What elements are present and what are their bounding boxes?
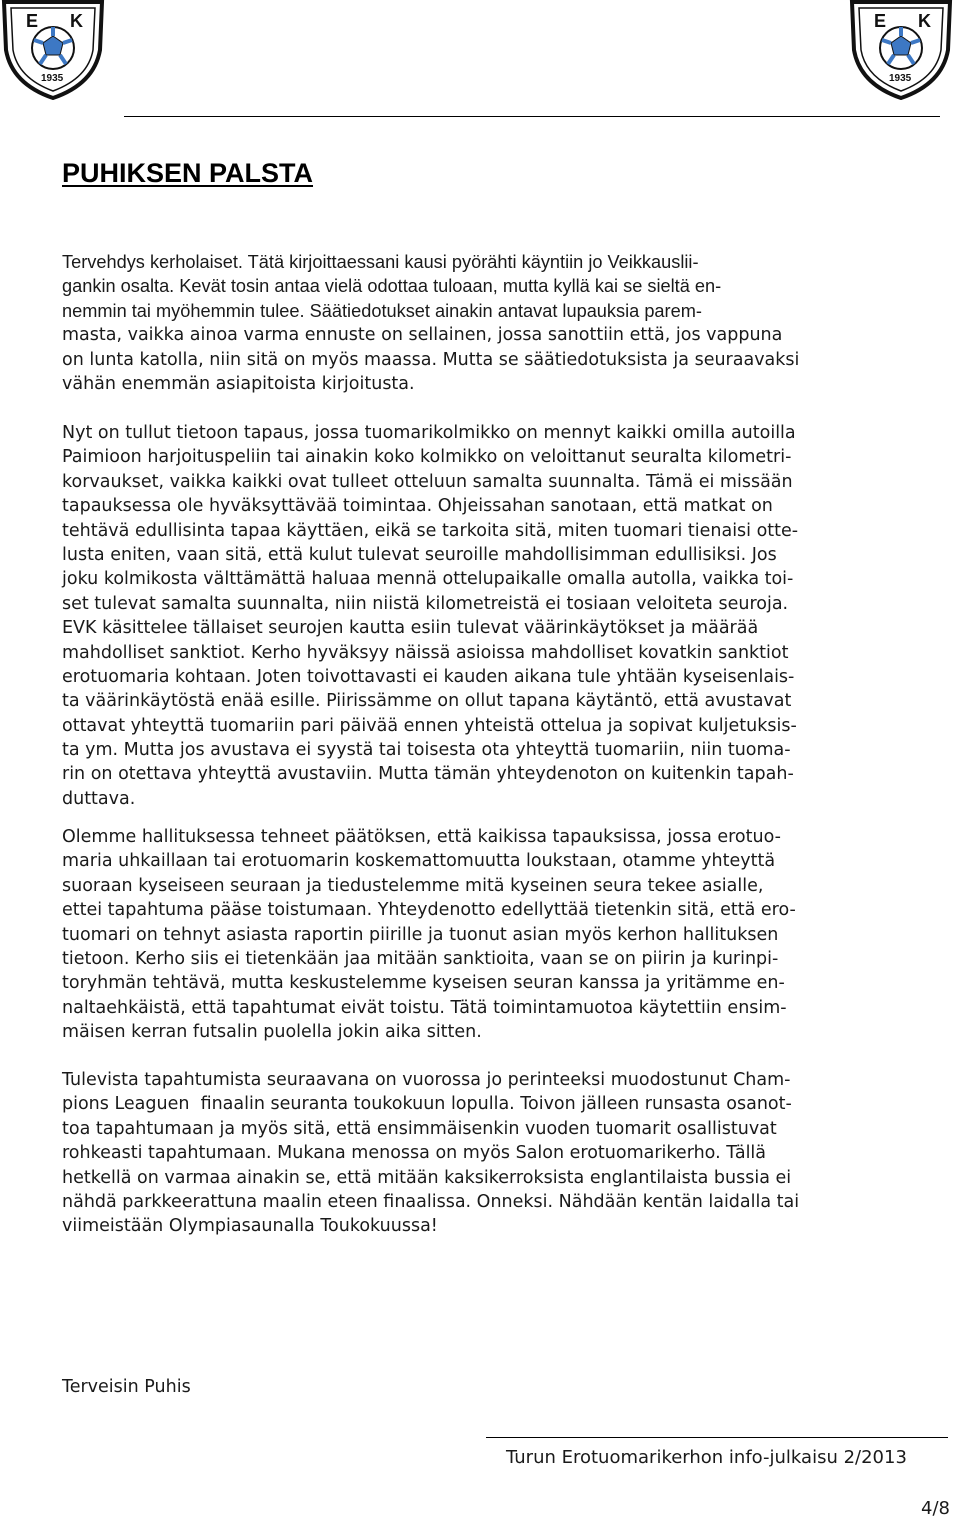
text-line: lusta eniten, vaan sitä, että kulut tulevat seuroille mahdollisimman edullisiksi. Jos bbox=[62, 544, 777, 565]
text-line: on lunta katolla, niin sitä on myös maassa. Mutta se säätiedotuksista ja seuraavaksi bbox=[62, 349, 800, 370]
text-line: toa tapahtumaan ja myös sitä, että ensimmäisenkin vuoden tuomarit osallistuvat bbox=[62, 1118, 777, 1139]
text-line: EVK käsittelee tällaiset seurojen kautta esiin tulevat väärinkäytökset ja määrää bbox=[62, 618, 759, 639]
footer-divider bbox=[486, 1437, 948, 1438]
text-line: rohkeasti tapahtumaan. Mukana menossa on myös Salon erotuomarikerho. Tällä bbox=[62, 1143, 767, 1164]
text-line: gankin osalta. Kevät tosin antaa vielä odottaa tuloaan, mutta kyllä kai se sieltä en- bbox=[62, 276, 722, 297]
text-line: joku kolmikosta välttämättä haluaa mennä ottelupaikalle omalla autolla, vaikka toi- bbox=[62, 569, 794, 590]
logo-letter-right: K bbox=[918, 11, 931, 31]
text-line: nemmin tai myöhemmin tulee. Säätiedotukset ainakin antavat lupauksia parem- bbox=[62, 300, 702, 321]
text-line: nähdä parkkeerattuna maalin eteen finaalissa. Onneksi. Nähdään kentän laidalla tai bbox=[62, 1191, 800, 1212]
text-line: ettei tapahtuma pääse toistumaan. Yhteydenotto edellyttää tietenkin sitä, että ero- bbox=[62, 900, 796, 921]
logo-letter-right: K bbox=[70, 11, 83, 31]
text-line: Nyt on tullut tietoon tapaus, jossa tuomarikolmikko on mennyt kaikki omilla autoilla bbox=[62, 423, 796, 443]
text-line: Tervehdys kerholaiset. Tätä kirjoittaessani kausi pyörähti käyntiin jo Veikkauslii- bbox=[62, 252, 699, 272]
text-line: tuomari on tehnyt asiasta raportin piirille ja tuonut asian myös kerhon hallituksen bbox=[62, 924, 779, 945]
text-line: pions Leaguen finaalin seuranta toukokuun lopulla. Toivon jälleen runsasta osanot- bbox=[62, 1094, 792, 1115]
text-line: mäisen kerran futsalin puolella jokin aika sitten. bbox=[62, 1022, 482, 1043]
text-line: mahdolliset sanktiot. Kerho hyväksyy näissä asioissa mahdolliset kovatkin sanktiot bbox=[62, 642, 789, 663]
paragraph-upcoming-events bbox=[62, 1068, 900, 1239]
club-logo-right bbox=[848, 0, 954, 100]
text-line: tietoon. Kerho siis ei tietenkään jaa mitään sanktioita, vaan se on piirin ja kurinpi- bbox=[62, 948, 779, 969]
text-line: hetkellä on varmaa ainakin se, että mitään kaksikerroksista englantilaista bussia ei bbox=[62, 1167, 792, 1188]
text-line: maria uhkaillaan tai erotuomarin koskemattomuutta loukstaan, otamme yhteyttä bbox=[62, 851, 776, 872]
logo-year-left: 1935 bbox=[41, 73, 64, 84]
text-line: korvaukset, vaikka kaikki ovat tulleet otteluun samalta suunnalta. Tämä ei missään bbox=[62, 471, 793, 492]
text-line: tapauksessa ole hyväksyttävää toimintaa. Ohjeissahan sanotaan, että matkat on bbox=[62, 496, 773, 517]
text-line: tehtävä edullisinta tapaa käyttäen, eikä se tarkoita sitä, miten tuomari tienaisi otte- bbox=[62, 520, 799, 541]
text-line: vähän enemmän asiapitoista kirjoitusta. bbox=[62, 373, 415, 394]
logo-letter-left: E bbox=[26, 11, 39, 31]
header-divider bbox=[124, 116, 940, 117]
text-line: Olemme hallituksessa tehneet päätöksen, että kaikissa tapauksissa, jossa erotuo- bbox=[62, 827, 781, 847]
text-line: ta väärinkäytöstä enää esille. Piirissämme on ollut tapana käytäntö, että avustavat bbox=[62, 691, 792, 712]
logo-letter-left: E bbox=[874, 11, 887, 31]
text-line: Tulevista tapahtumista seuraavana on vuorossa jo perinteeksi muodostunut Cham- bbox=[62, 1070, 791, 1090]
text-line: ta ym. Mutta jos avustava ei syystä tai toisesta ota yhteyttä tuomariin, niin tuoma- bbox=[62, 740, 791, 761]
text-line: Paimioon harjoituspeliin tai ainakin koko kolmikko on veloittanut seuralta kilometri- bbox=[62, 447, 792, 468]
text-line: ottavat yhteyttä tuomariin pari päivää ennen yhteistä ottelua ja sopivat kuljetuksis- bbox=[62, 715, 797, 736]
page-title: PUHIKSEN PALSTA bbox=[62, 158, 314, 188]
footer-publication: Turun Erotuomarikerhon info-julkaisu 2/2013 bbox=[506, 1447, 907, 1468]
paragraph-incident bbox=[62, 421, 900, 811]
text-line: erotuomaria kohtaan. Joten toivottavasti ei kauden aikana tule yhtään kyseisenlais- bbox=[62, 666, 795, 687]
paragraph-intro bbox=[62, 250, 900, 396]
text-line: duttava. bbox=[62, 788, 136, 809]
page-number: 4/8 bbox=[921, 1498, 950, 1519]
club-logo-left bbox=[0, 0, 106, 100]
text-line: toryhmän tehtävä, mutta keskustelemme kyseisen seuran kanssa ja yritämme en- bbox=[62, 973, 785, 994]
logo-year-right: 1935 bbox=[889, 73, 912, 84]
text-line: viimeistään Olympiasaunalla Toukokuussa! bbox=[62, 1216, 438, 1237]
text-line: set tulevat samalta suunnalta, niin niistä kilometreistä ei tosiaan veloiteta seuroja. bbox=[62, 593, 789, 614]
text-line: naltaehkäistä, että tapahtumat eivät toistu. Tätä toimintamuotoa käytettiin ensim- bbox=[62, 997, 787, 1018]
signature: Terveisin Puhis bbox=[62, 1377, 191, 1397]
text-line: rin on otettava yhteyttä avustaviin. Mutta tämän yhteydenoton on kuitenkin tapah- bbox=[62, 764, 794, 785]
paragraph-board-decision bbox=[62, 825, 900, 1045]
text-line: masta, vaikka ainoa varma ennuste on sellainen, jossa sanottiin että, jos vappuna bbox=[62, 325, 783, 346]
text-line: suoraan kyseiseen seuraan ja tiedustelemme mitä kyseinen seura tekee asialle, bbox=[62, 875, 764, 896]
